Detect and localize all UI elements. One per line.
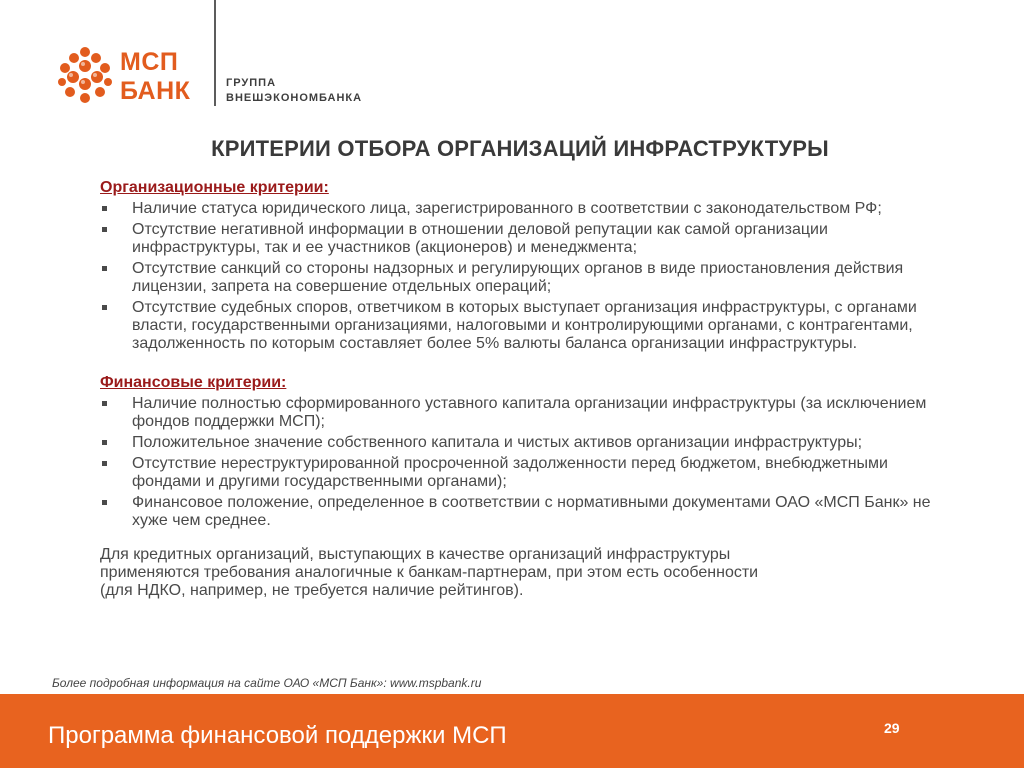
list-item: Финансовое положение, определенное в соответствии с нормативными документами ОАО «МСП Банк» не хуже чем среднее.: [100, 494, 960, 530]
footer-bar: [0, 694, 1024, 768]
financial-criteria-list: [100, 395, 960, 530]
bullet-icon: [102, 401, 107, 406]
bullet-icon: [102, 440, 107, 445]
content: [100, 179, 960, 600]
organizational-criteria-header: Организационные критерии:: [100, 179, 329, 196]
bullet-icon: [102, 461, 107, 466]
bullet-icon: [102, 266, 107, 271]
logo-group-line1: ГРУППА: [226, 77, 277, 89]
list-item: Отсутствие негативной информации в отношении деловой репутации как самой организации инфраструктуры, так и ее участников (акционеров) и менеджмента;: [100, 221, 960, 257]
page-number: 29: [884, 720, 900, 736]
financial-criteria-header: Финансовые критерии:: [100, 374, 287, 391]
list-item: Отсутствие санкций со стороны надзорных и регулирующих органов в виде приостановления действия лицензии, запрета на совершение отдельных операций;: [100, 260, 960, 296]
logo-word-bank: БАНК: [120, 77, 191, 105]
bullet-icon: [102, 206, 107, 211]
list-item: Наличие статуса юридического лица, зарегистрированного в соответствии с законодательством РФ;: [100, 200, 960, 218]
logo-word-msp: МСП: [120, 48, 179, 76]
logo-divider: [214, 0, 216, 106]
list-item: Положительное значение собственного капитала и чистых активов организации инфраструктуры;: [100, 434, 960, 452]
bullet-icon: [102, 305, 107, 310]
msp-flower-logo-icon: [56, 44, 114, 108]
footer-title: Программа финансовой поддержки МСП: [48, 722, 507, 749]
more-info-note: Более подробная информация на сайте ОАО «МСП Банк»: www.mspbank.ru: [52, 676, 482, 690]
bullet-icon: [102, 227, 107, 232]
organizational-criteria-list: [100, 200, 960, 353]
list-item: Отсутствие нереструктурированной просроченной задолженности перед бюджетом, внебюджетными фондами и другими государственными органами);: [100, 455, 960, 491]
logo-group-line2: ВНЕШЭКОНОМБАНКА: [226, 92, 363, 104]
credit-organizations-paragraph: Для кредитных организаций, выступающих в качестве организаций инфраструктуры применяются требования аналогичные к банкам-партнерам, при этом есть особенности (для НДКО, например, не требуется наличие рейтингов).: [100, 546, 759, 599]
bullet-icon: [102, 500, 107, 505]
logo: [56, 42, 366, 114]
page-title: КРИТЕРИИ ОТБОРА ОРГАНИЗАЦИЙ ИНФРАСТРУКТУРЫ: [211, 136, 829, 161]
list-item: Отсутствие судебных споров, ответчиком в которых выступает организация инфраструктуры, с органами власти, государственными организациями, налоговыми и контролирующими органами, с контрагентами, задолженность по которым составляет более 5% валюты баланса организации инфраструктуры.: [100, 299, 960, 353]
list-item: Наличие полностью сформированного уставного капитала организации инфраструктуры (за исключением фондов поддержки МСП);: [100, 395, 960, 431]
